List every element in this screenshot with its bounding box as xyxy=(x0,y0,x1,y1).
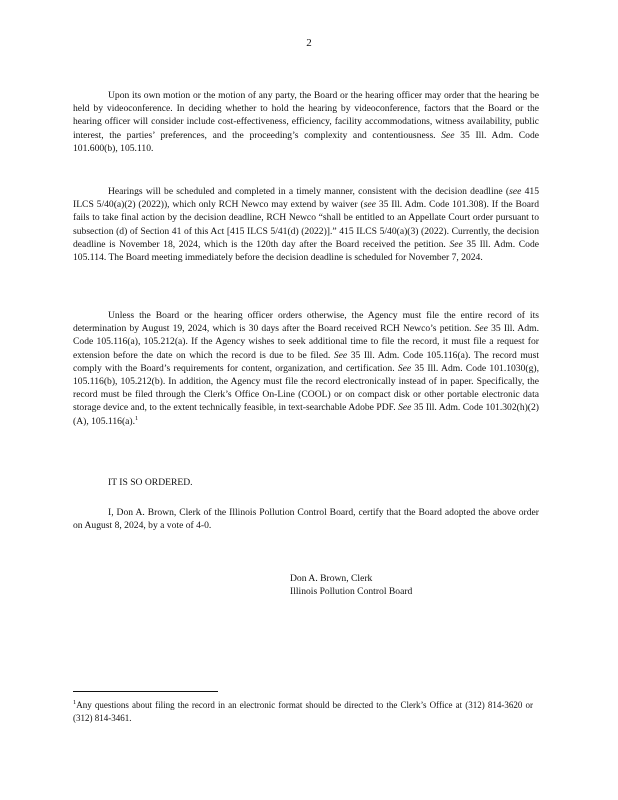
record-text-d: 35 Ill. Adm. Code 101.1030(g), 105.116(b), 105.212(b). In addition, the Agency must file the record electronically instead of in paper. Specifically, the record must be filed through the Clerk’s Office On-Line (COOL) or on compact disk or other portable electronic data storage device and, to the extent technically feasible, in text-searchable Adobe PDF. xyxy=(73,362,539,414)
footnote-divider xyxy=(73,691,218,692)
signature-block xyxy=(290,572,412,598)
see-signal: See xyxy=(474,323,488,335)
footnote-reference: 1 xyxy=(135,414,139,422)
record-text-c: 35 Ill. Adm. Code 105.116(a). The record must comply with the Board’s requirements for content, organization, and certification. xyxy=(73,349,539,374)
footnote-text: Any questions about filing the record in an electronic format should be directed to the Clerk’s Office at (312) 814-3620 or (312) 814-3461. xyxy=(73,700,533,723)
record-text-b: 35 Ill. Adm. Code 105.116(a), 105.212(a). If the Agency wishes to seek additional time to file the record, it must file a request for extension before the date on which the record is due to be filed. xyxy=(73,323,539,361)
hearings-text-b: 415 ILCS 5/40(a)(2) (2022)), which only RCH Newco may extend by waiver ( xyxy=(73,186,539,211)
certification-text: I, Don A. Brown, Clerk of the Illinois Pollution Control Board, certify that the Board adopted the above order on August 8, 2024, by a vote of 4-0. xyxy=(73,507,539,532)
see-signal: See xyxy=(397,362,412,374)
so-ordered-line: IT IS SO ORDERED. xyxy=(108,477,193,488)
signature-organization: Illinois Pollution Control Board xyxy=(290,586,413,598)
record-text-e: 35 Ill. Adm. Code 101.302(h)(2)(A), 105.116(a). xyxy=(73,402,539,427)
hearings-paragraph xyxy=(73,185,539,264)
videoconference-text: Upon its own motion or the motion of any party, the Board or the hearing officer may order that the hearing be held by videoconference. In deciding whether to hold the hearing by videoconference, factors that the Board or the hearing officer will consider include cost-effectiveness, efficiency, facility accommodations, witness availability, public interest, the parties’ preferences, and the proceeding’s complexity and contentiousness. xyxy=(73,90,539,141)
see-signal: See xyxy=(449,238,463,250)
signature-name-title: Don A. Brown, Clerk xyxy=(290,573,373,584)
see-signal: See xyxy=(398,402,412,414)
record-paragraph xyxy=(73,309,539,428)
record-text-a: Unless the Board or the hearing officer orders otherwise, the Agency must file the entire record of its determination by August 19, 2024, which is 30 days after the Board received RCH Newco’s petition. xyxy=(73,310,539,335)
hearings-text-d: 35 Ill. Adm. Code 105.114. The Board meeting immediately before the decision deadline is scheduled for November 7, 2024. xyxy=(73,238,540,264)
see-signal: see xyxy=(509,186,522,197)
certification-paragraph xyxy=(73,506,539,532)
footnote-marker: 1 xyxy=(73,699,77,706)
page-number: 2 xyxy=(306,37,312,49)
videoconference-paragraph xyxy=(73,89,539,155)
footnote xyxy=(73,699,533,724)
videoconference-citation: 35 Ill. Adm. Code 101.600(b), 105.110. xyxy=(73,129,539,154)
see-signal: see xyxy=(363,199,376,211)
hearings-text-a: Hearings will be scheduled and completed in a timely manner, consistent with the decision deadline ( xyxy=(108,186,510,197)
hearings-text-c: 35 Ill. Adm. Code 101.308). If the Board fails to take final action by the decision deadline, RCH Newco “shall be entitled to an Appellate Court order pursuant to subsection (d) of Section 41 of this Act [415 ILCS 5/41(d) (2022)].” 415 ILCS 5/40(a)(3) (2022). Currently, the decision deadline is November 18, 2024, which is the 120th day after the Board received the petition. xyxy=(73,199,539,250)
see-signal: See xyxy=(333,349,348,361)
see-signal: See xyxy=(441,129,455,141)
